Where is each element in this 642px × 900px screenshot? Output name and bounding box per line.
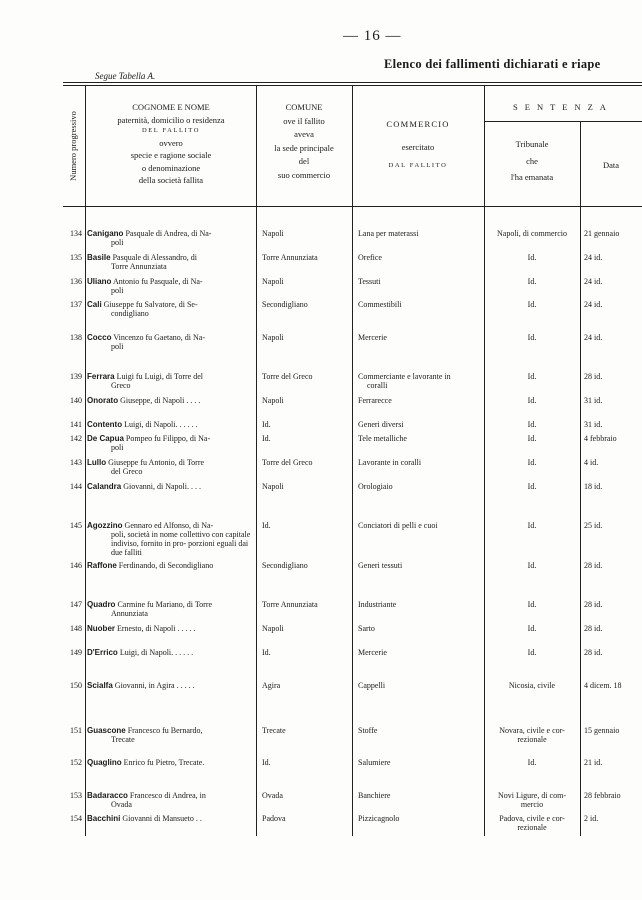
row-name-continuation: Trecate xyxy=(111,735,135,744)
row-tribunal-line: Id. xyxy=(527,458,537,467)
row-surname: Quaglino xyxy=(87,758,122,767)
row-name xyxy=(87,333,255,351)
row-name xyxy=(87,253,255,271)
row-date: 24 id. xyxy=(584,277,603,286)
row-number: 142 xyxy=(70,434,82,443)
row-commerce-line: Cappelli xyxy=(358,681,386,690)
row-tribunal xyxy=(486,300,578,309)
row-name-continuation: condigliano xyxy=(111,309,149,318)
rule-col-commune xyxy=(352,86,353,836)
row-surname: Agozzino xyxy=(87,521,123,530)
row-tribunal xyxy=(486,396,578,405)
row-commune: Id. xyxy=(262,420,271,429)
header-number-text: Numero progressivo xyxy=(68,111,78,181)
row-tribunal-line: Id. xyxy=(527,420,537,429)
row-number: 145 xyxy=(70,521,82,530)
row-commerce xyxy=(358,434,482,443)
row-date: 4 id. xyxy=(584,458,599,467)
row-commerce xyxy=(358,229,482,238)
row-tribunal-line: Id. xyxy=(527,600,537,609)
row-date: 24 id. xyxy=(584,333,603,342)
row-commerce xyxy=(358,458,482,467)
row-tribunal xyxy=(486,600,578,609)
row-date: 28 id. xyxy=(584,648,603,657)
row-commune: Id. xyxy=(262,648,271,657)
row-commerce xyxy=(358,600,482,609)
row-name xyxy=(87,814,255,823)
row-name-detail: Luigi, di Napoli. . . . . . xyxy=(119,648,194,657)
header-name-line: o denominazione xyxy=(141,162,201,173)
row-commerce xyxy=(358,420,482,429)
row-surname: Cocco xyxy=(87,333,112,342)
row-surname: Canigano xyxy=(87,229,124,238)
header-tribunal-line: che xyxy=(526,155,538,166)
row-name-detail: Giovanni, in Agira . . . . . xyxy=(114,681,195,690)
header-commune-line: suo commercio xyxy=(277,169,331,180)
row-surname: Badaracco xyxy=(87,791,128,800)
row-tribunal xyxy=(486,229,578,238)
rule-col-num xyxy=(85,86,86,836)
row-commerce-line: Pizzicagnolo xyxy=(358,814,400,823)
row-name-continuation: poli xyxy=(111,238,124,247)
continuation-note: Segue Tabella A. xyxy=(95,71,156,81)
row-number: 151 xyxy=(70,726,82,735)
row-commune: Secondigliano xyxy=(262,300,308,309)
header-commune xyxy=(256,103,352,179)
rule-col-commerce xyxy=(484,86,485,836)
row-name xyxy=(87,482,255,491)
row-commune: Napoli xyxy=(262,229,284,238)
row-tribunal-line: Novi Ligure, di com- xyxy=(498,791,566,800)
row-commerce xyxy=(358,482,482,491)
row-tribunal-continuation: rezionale xyxy=(517,823,547,832)
row-name xyxy=(87,758,255,767)
header-commune-line: aveva xyxy=(294,129,314,139)
row-commerce-line: Generi diversi xyxy=(358,420,404,429)
row-number: 144 xyxy=(70,482,82,491)
row-tribunal xyxy=(486,726,578,744)
row-tribunal-line: Id. xyxy=(527,372,537,381)
row-name xyxy=(87,420,255,429)
row-tribunal-line: Id. xyxy=(527,277,537,286)
header-tribunal-line: l'ha emanata xyxy=(510,172,554,182)
row-tribunal-line: Id. xyxy=(527,758,537,767)
row-tribunal xyxy=(486,372,578,381)
row-surname: Lullo xyxy=(87,458,107,467)
row-tribunal-line: Nicosia, civile xyxy=(508,681,556,690)
header-commune-line: la sede principale xyxy=(274,142,334,153)
row-tribunal-line: Id. xyxy=(527,624,537,633)
row-number: 146 xyxy=(70,561,82,570)
row-name xyxy=(87,681,255,690)
row-name xyxy=(87,648,255,657)
row-commerce xyxy=(358,372,482,390)
row-name-continuation: poli xyxy=(111,342,124,351)
row-name xyxy=(87,229,255,247)
row-name-detail: Ernesto, di Napoli . . . . . xyxy=(117,624,196,633)
header-name-line: paternità, domicilio o residenza xyxy=(117,114,225,125)
row-commerce-line: Sarto xyxy=(358,624,375,633)
row-name-detail: Antonio fu Pasquale, di Na- xyxy=(113,277,203,286)
row-name xyxy=(87,561,255,570)
row-commune: Napoli xyxy=(262,396,284,405)
rule-sentenza xyxy=(484,121,642,122)
row-commune: Napoli xyxy=(262,277,284,286)
row-name-continuation: Annunziata xyxy=(111,609,148,618)
row-commerce xyxy=(358,521,482,530)
rule-col-name xyxy=(256,86,257,836)
header-name-line: COGNOME E NOME xyxy=(132,102,210,112)
row-date: 25 id. xyxy=(584,521,603,530)
row-commerce-line: Commestibili xyxy=(358,300,402,309)
row-number: 140 xyxy=(70,396,82,405)
row-number: 136 xyxy=(70,277,82,286)
row-commerce xyxy=(358,791,482,800)
header-commerce xyxy=(352,120,484,170)
row-name-continuation: poli, società in nome collettivo con capitale indiviso, fornito in pro- porzioni eguali dai due falliti xyxy=(111,530,251,557)
row-name-continuation: Greco xyxy=(111,381,131,390)
row-name-detail: Vincenzo fu Gaetano, di Na- xyxy=(113,333,206,342)
row-commune: Napoli xyxy=(262,333,284,342)
row-tribunal xyxy=(486,521,578,530)
row-name xyxy=(87,521,255,557)
row-commerce xyxy=(358,300,482,309)
row-number: 138 xyxy=(70,333,82,342)
row-date: 31 id. xyxy=(584,396,603,405)
rule-col-tribunal xyxy=(580,122,581,836)
row-name xyxy=(87,458,255,476)
row-commune: Napoli xyxy=(262,624,284,633)
row-commerce xyxy=(358,253,482,262)
header-name-line: DEL FALLITO xyxy=(141,127,201,134)
row-commune: Id. xyxy=(262,434,271,443)
row-commune: Padova xyxy=(262,814,286,823)
row-number: 134 xyxy=(70,229,82,238)
row-name-continuation: poli xyxy=(111,286,124,295)
row-name xyxy=(87,791,255,809)
row-commerce xyxy=(358,726,482,735)
row-tribunal-line: Id. xyxy=(527,396,537,405)
row-name-detail: Pasquale di Andrea, di Na- xyxy=(125,229,212,238)
row-surname: Bacchini xyxy=(87,814,121,823)
row-name-detail: Pompeo fu Filippo, di Na- xyxy=(125,434,211,443)
row-tribunal-line: Napoli, di commercio xyxy=(497,229,567,238)
header-tribunal xyxy=(484,140,580,182)
row-tribunal-line: Id. xyxy=(527,253,537,262)
row-commerce-line: Ferrarecce xyxy=(358,396,392,405)
row-name-detail: Giuseppe, di Napoli . . . . xyxy=(120,396,201,405)
row-name-detail: Giuseppe fu Salvatore, di Se- xyxy=(103,300,198,309)
row-tribunal xyxy=(486,333,578,342)
header-name-line: specie e ragione sociale xyxy=(130,150,212,160)
row-commerce xyxy=(358,624,482,633)
header-name-line: della società fallita xyxy=(138,175,204,185)
row-date: 28 id. xyxy=(584,372,603,381)
row-commerce-line: Mercerie xyxy=(358,648,387,657)
row-date: 28 febbraio xyxy=(584,791,621,800)
row-commerce-line: Stoffe xyxy=(358,726,378,735)
header-commune-line: ove il fallito xyxy=(283,115,325,126)
row-name xyxy=(87,396,255,405)
row-commune: Napoli xyxy=(262,482,284,491)
row-number: 150 xyxy=(70,681,82,690)
row-date: 15 gennaio xyxy=(584,726,620,735)
row-number: 137 xyxy=(70,300,82,309)
row-tribunal-line: Id. xyxy=(527,561,537,570)
row-commerce-line: Lavorante in coralli xyxy=(358,458,422,467)
row-surname: De Capua xyxy=(87,434,124,443)
row-date: 28 id. xyxy=(584,600,603,609)
row-commune: Torre Annunziata xyxy=(262,253,318,262)
row-tribunal xyxy=(486,277,578,286)
row-commerce-line: Generi tessuti xyxy=(358,561,403,570)
row-name-continuation: Torre Annunziata xyxy=(111,262,167,271)
row-commerce-line: Tessuti xyxy=(358,277,381,286)
row-name-detail: Francesco fu Bernardo, xyxy=(127,726,203,735)
row-tribunal xyxy=(486,681,578,690)
document-title: Elenco dei fallimenti dichiarati e riape xyxy=(384,57,601,71)
row-date: 28 id. xyxy=(584,561,603,570)
row-surname: Raffone xyxy=(87,561,117,570)
row-surname: Onorato xyxy=(87,396,119,405)
row-number: 153 xyxy=(70,791,82,800)
row-commerce xyxy=(358,277,482,286)
page-number: — 16 — xyxy=(343,28,402,44)
row-number: 154 xyxy=(70,814,82,823)
row-tribunal xyxy=(486,758,578,767)
row-name-detail: Pasquale di Alessandro, di xyxy=(112,253,198,262)
row-tribunal xyxy=(486,482,578,491)
row-tribunal xyxy=(486,458,578,467)
row-commune: Trecate xyxy=(262,726,286,735)
row-surname: Cali xyxy=(87,300,102,309)
row-name xyxy=(87,277,255,295)
row-surname: Uliano xyxy=(87,277,112,286)
row-name xyxy=(87,600,255,618)
row-commerce xyxy=(358,333,482,342)
row-name-detail: Carmine fu Mariano, di Torre xyxy=(117,600,213,609)
row-commune: Secondigliano xyxy=(262,561,308,570)
row-surname: Calandra xyxy=(87,482,122,491)
row-date: 21 id. xyxy=(584,758,603,767)
row-tribunal-continuation: rezionale xyxy=(517,735,547,744)
row-name xyxy=(87,300,255,318)
row-commerce-line: Industriante xyxy=(358,600,397,609)
row-name xyxy=(87,372,255,390)
header-commerce-line: COMMERCIO xyxy=(386,119,450,129)
row-commune: Torre del Greco xyxy=(262,458,313,467)
row-number: 152 xyxy=(70,758,82,767)
row-surname: Guascone xyxy=(87,726,126,735)
header-commerce-line: DAL FALLITO xyxy=(388,162,448,169)
row-number: 148 xyxy=(70,624,82,633)
row-name-detail: Francesco di Andrea, in xyxy=(129,791,206,800)
row-name xyxy=(87,434,255,452)
row-surname: Scialfa xyxy=(87,681,113,690)
row-commerce xyxy=(358,758,482,767)
row-number: 149 xyxy=(70,648,82,657)
row-tribunal-line: Novara, civile e cor- xyxy=(499,726,565,735)
row-tribunal xyxy=(486,420,578,429)
row-commune: Torre Annunziata xyxy=(262,600,318,609)
row-surname: D'Errico xyxy=(87,648,118,657)
row-tribunal-line: Id. xyxy=(527,482,537,491)
row-surname: Nuober xyxy=(87,624,115,633)
row-name-detail: Giovanni, di Napoli. . . . xyxy=(123,482,202,491)
row-commerce-line: Banchiere xyxy=(358,791,391,800)
row-commerce-line: Lana per materassi xyxy=(358,229,419,238)
header-commune-line: del xyxy=(298,156,310,166)
row-name-continuation: poli xyxy=(111,443,124,452)
row-date: 21 gennaio xyxy=(584,229,620,238)
row-date: 4 dicem. 18 xyxy=(584,681,622,690)
row-tribunal-line: Padova, civile e cor- xyxy=(499,814,565,823)
row-tribunal xyxy=(486,624,578,633)
row-name-detail: Gennaro ed Alfonso, di Na- xyxy=(124,521,214,530)
row-number: 143 xyxy=(70,458,82,467)
row-surname: Ferrara xyxy=(87,372,115,381)
header-tribunal-line: Tribunale xyxy=(515,139,549,149)
row-tribunal xyxy=(486,814,578,832)
header-name-line: ovvero xyxy=(159,137,183,148)
row-tribunal-line: Id. xyxy=(527,434,537,443)
row-tribunal-line: Id. xyxy=(527,648,537,657)
row-commerce xyxy=(358,814,482,823)
row-commerce-line: Orologiaio xyxy=(358,482,393,491)
row-date: 2 id. xyxy=(584,814,599,823)
row-commune: Torre del Greco xyxy=(262,372,313,381)
header-date: Data xyxy=(602,160,620,170)
header-sentenza: SENTENZA xyxy=(513,102,613,112)
row-commune: Id. xyxy=(262,758,271,767)
row-commerce xyxy=(358,648,482,657)
row-number: 139 xyxy=(70,372,82,381)
row-date: 18 id. xyxy=(584,482,603,491)
row-tribunal xyxy=(486,648,578,657)
row-tribunal-line: Id. xyxy=(527,521,537,530)
row-number: 141 xyxy=(70,420,82,429)
row-commune: Agira xyxy=(262,681,281,690)
row-tribunal-line: Id. xyxy=(527,300,537,309)
row-commerce-line: Tele metalliche xyxy=(358,434,407,443)
row-date: 4 febbraio xyxy=(584,434,617,443)
row-commerce-line: Mercerie xyxy=(358,333,387,342)
header-commerce-line: esercitato xyxy=(401,141,435,152)
header-name xyxy=(87,103,255,185)
row-tribunal-line: Id. xyxy=(527,333,537,342)
row-commerce-line: Conciatori di pelli e cuoi xyxy=(358,521,438,530)
row-commune: Ovada xyxy=(262,791,283,800)
row-tribunal xyxy=(486,434,578,443)
row-tribunal xyxy=(486,791,578,809)
row-tribunal xyxy=(486,561,578,570)
row-tribunal-continuation: mercio xyxy=(520,800,544,809)
row-name-detail: Giovanni di Mansueto . . xyxy=(122,814,202,823)
row-number: 135 xyxy=(70,253,82,262)
row-name-detail: Giuseppe fu Antonio, di Torre xyxy=(108,458,205,467)
row-surname: Quadro xyxy=(87,600,116,609)
row-name-continuation: Ovada xyxy=(111,800,132,809)
row-surname: Basile xyxy=(87,253,111,262)
row-name xyxy=(87,726,255,744)
row-date: 28 id. xyxy=(584,624,603,633)
row-date: 24 id. xyxy=(584,300,603,309)
rule-top xyxy=(63,82,642,83)
row-name-detail: Ferdinando, di Secondigliano xyxy=(118,561,214,570)
row-commerce-continuation: coralli xyxy=(367,381,388,390)
row-commune: Id. xyxy=(262,521,271,530)
row-name-detail: Luigi fu Luigi, di Torre del xyxy=(116,372,203,381)
row-name-continuation: del Greco xyxy=(111,467,143,476)
row-number: 147 xyxy=(70,600,82,609)
row-date: 31 id. xyxy=(584,420,603,429)
row-name-detail: Luigi, di Napoli. . . . . . xyxy=(124,420,198,429)
row-surname: Contento xyxy=(87,420,123,429)
row-name-detail: Enrico fu Pietro, Trecate. xyxy=(123,758,205,767)
row-name xyxy=(87,624,255,633)
row-commerce xyxy=(358,396,482,405)
row-date: 24 id. xyxy=(584,253,603,262)
row-tribunal xyxy=(486,253,578,262)
row-commerce-line: Salumiere xyxy=(358,758,391,767)
header-commune-line: COMUNE xyxy=(285,102,323,112)
row-commerce-line: Commerciante e lavorante in xyxy=(358,372,451,381)
row-commerce-line: Orefice xyxy=(358,253,382,262)
row-commerce xyxy=(358,561,482,570)
row-commerce xyxy=(358,681,482,690)
